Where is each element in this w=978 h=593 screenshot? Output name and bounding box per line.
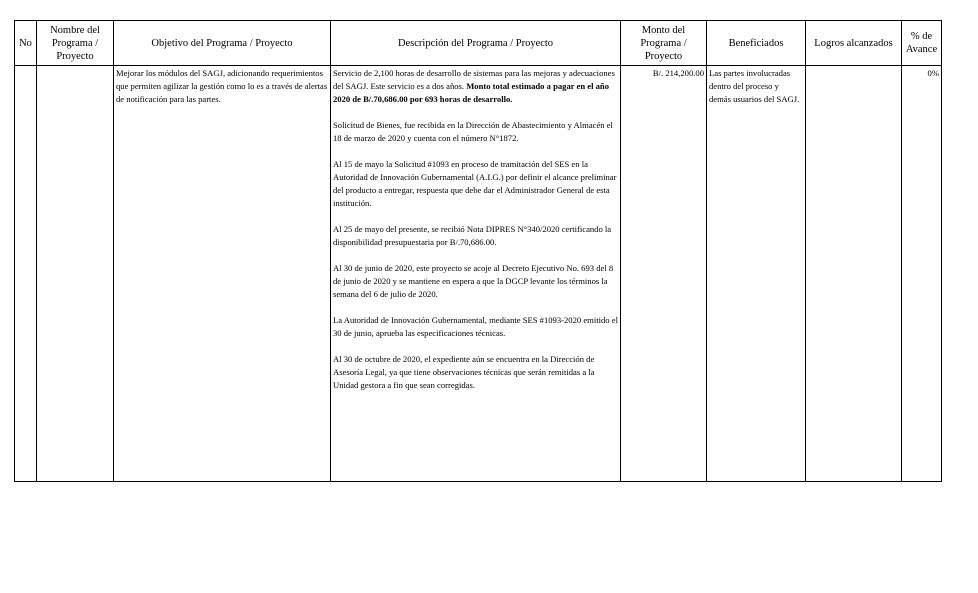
descripcion-p1-bold: Monto total estimado a pagar en el año 2020 de B/.70,686.00 por 693 horas de desarrollo. — [333, 81, 610, 104]
descripcion-paragraph-3: Al 15 de mayo la Solicitud #1093 en proceso de tramitación del SES en la Autoridad de Innovación Gubernamental (A.I.G.) por definir el alcance preliminar del producto a entregar, respuesta que debe dar el Administrador General de esta institución. — [333, 159, 617, 208]
header-no: No — [15, 21, 37, 66]
cell-logros — [806, 66, 902, 482]
cell-avance: 0% — [902, 66, 942, 482]
cell-monto: B/. 214,200.00 — [621, 66, 707, 482]
cell-beneficiados: Las partes involucradas dentro del proceso y demás usuarios del SAGJ. — [707, 66, 806, 482]
cell-objetivo: Mejorar los módulos del SAGJ, adicionando requerimientos que permiten agilizar la gestión como lo es a través de alertas de notificación para las partes. — [114, 66, 331, 482]
program-report-table — [14, 20, 942, 482]
table-row — [15, 66, 942, 482]
cell-no — [15, 66, 37, 482]
header-objetivo: Objetivo del Programa / Proyecto — [114, 21, 331, 66]
descripcion-p1-text: Servicio de 2,100 horas de desarrollo de sistemas para las mejoras y adecuaciones del SAGJ. Este servicio es a dos años. — [333, 68, 615, 91]
header-beneficiados: Beneficiados — [707, 21, 806, 66]
descripcion-paragraph-5: Al 30 de junio de 2020, este proyecto se acoje al Decreto Ejecutivo No. 693 del 8 de junio de 2020 y se mantiene en espera a que la DGCP levante los términos la semana del 6 de julio de 2020. — [333, 263, 614, 299]
table-header-row — [15, 21, 942, 66]
header-monto: Monto del Programa / Proyecto — [621, 21, 707, 66]
header-descripcion: Descripción del Programa / Proyecto — [331, 21, 621, 66]
header-avance: % de Avance — [902, 21, 942, 66]
cell-descripcion — [331, 66, 621, 482]
descripcion-paragraph-1 — [333, 67, 618, 106]
header-logros: Logros alcanzados — [806, 21, 902, 66]
header-nombre: Nombre del Programa / Proyecto — [37, 21, 114, 66]
descripcion-paragraph-4: Al 25 de mayo del presente, se recibió Nota DIPRES N°340/2020 certificando la disponibilidad presupuestaria por B/.70,686.00. — [333, 224, 612, 247]
descripcion-paragraph-7: Al 30 de octubre de 2020, el expediente aún se encuentra en la Dirección de Asesoría Legal, ya que tiene observaciones técnicas que serán remitidas a la Unidad gestora a fin que sean corregidas. — [333, 354, 595, 390]
cell-nombre — [37, 66, 114, 482]
descripcion-paragraph-2: Solicitud de Bienes, fue recibida en la Dirección de Abastecimiento y Almacén el 18 de marzo de 2020 y cuenta con el número N°1872. — [333, 120, 613, 143]
descripcion-paragraph-6: La Autoridad de Innovación Gubernamental, mediante SES #1093-2020 emitido el 30 de junio, aprueba las especificaciones técnicas. — [333, 315, 618, 338]
